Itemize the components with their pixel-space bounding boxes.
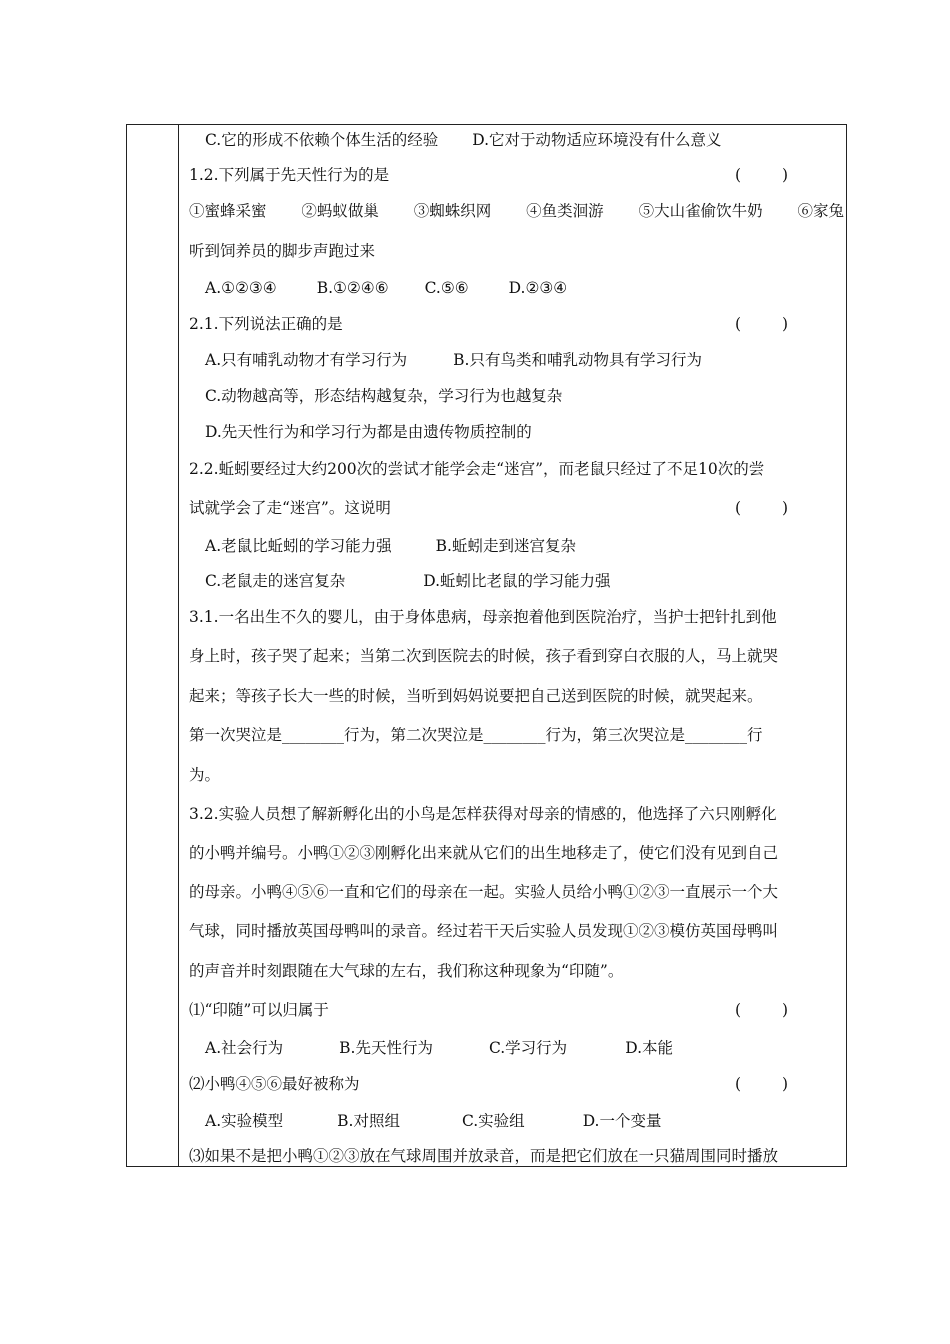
- q1-2-options: [189, 278, 844, 298]
- item: ②蚂蚁做巢: [301, 202, 379, 220]
- answer-paren: ( ): [734, 1075, 806, 1093]
- option-d: D.本能: [625, 1039, 674, 1057]
- q3-2-sub1-stem: ⑴“印随”可以归属于 ( ): [189, 1001, 806, 1019]
- q3-2-line5: 的声音并时刻跟随在大气球的左右，我们称这种现象为“印随”。: [189, 962, 624, 980]
- q3-2-line2: 的小鸭并编号。小鸭①②③刚孵化出来就从它们的出生地移走了，使它们没有见到自己: [189, 844, 779, 862]
- q1-2-items-cont: 听到饲养员的脚步声跑过来: [189, 242, 376, 260]
- option-d: D.它对于动物适应环境没有什么意义: [472, 131, 722, 149]
- q3-2-sub1-options: [189, 1038, 844, 1058]
- option-d: D.蚯蚓比老鼠的学习能力强: [423, 572, 611, 590]
- q3-2-line1: 3.2.实验人员想了解新孵化出的小鸟是怎样获得对母亲的情感的，他选择了六只刚孵化: [189, 805, 777, 823]
- option-b: B.先天性行为: [339, 1039, 433, 1057]
- q3-2-line4: 气球，同时播放英国母鸭叫的录音。经过若干天后实验人员发现①②③模仿英国母鸭叫: [189, 922, 779, 940]
- column-divider: [178, 125, 179, 1166]
- option-b: B.只有鸟类和哺乳动物具有学习行为: [453, 351, 702, 369]
- option-c: C.学习行为: [488, 1039, 568, 1057]
- item: ③蜘蛛织网: [413, 202, 492, 220]
- option-c: C.实验组: [461, 1112, 525, 1130]
- option-a: A.①②③④: [205, 279, 277, 297]
- option-b: B.蚯蚓走到迷宫复杂: [435, 537, 576, 555]
- q2-1-options-ab: [189, 350, 844, 370]
- q3-2-sub2-stem: ⑵小鸭④⑤⑥最好被称为 ( ): [189, 1075, 806, 1093]
- q3-1-line1: 3.1.一名出生不久的婴儿，由于身体患病，母亲抱着他到医院治疗，当护士把针扎到他: [189, 608, 777, 626]
- q2-2-stem-line1: 2.2.蚯蚓要经过大约200次的尝试才能学会走“迷宫”，而老鼠只经过了不足10次的尝: [189, 460, 765, 478]
- option-a: A.实验模型: [205, 1112, 284, 1130]
- q2-2-options-ab: [189, 536, 844, 556]
- q3-1-line4: 第一次哭泣是________行为，第二次哭泣是________行为，第三次哭泣是________行: [189, 726, 763, 744]
- option-c: C.它的形成不依赖个体生活的经验: [205, 131, 439, 149]
- option-c: C.⑤⑥: [424, 279, 469, 297]
- option-b: B.对照组: [337, 1112, 400, 1130]
- option-b: B.①②④⑥: [316, 279, 389, 297]
- option-a: A.只有哺乳动物才有学习行为: [205, 351, 408, 369]
- q1-2-stem: 1.2.下列属于先天性行为的是 ( ): [189, 166, 806, 184]
- q3-1-line5: 为。: [189, 766, 221, 784]
- q2-1-stem: 2.1.下列说法正确的是 ( ): [189, 315, 806, 333]
- q3-2-sub3-stem: ⑶如果不是把小鸭①②③放在气球周围并放录音，而是把它们放在一只猫周围同时播放: [189, 1147, 779, 1165]
- option-d: D.一个变量: [582, 1112, 662, 1130]
- option-a: A.老鼠比蚯蚓的学习能力强: [205, 537, 392, 555]
- option-c: C.老鼠走的迷宫复杂: [205, 572, 346, 590]
- item: ①蜜蜂采蜜: [189, 202, 267, 220]
- q1-2-items: [189, 201, 844, 221]
- worksheet-table: [126, 124, 847, 1167]
- item: ⑥家兔: [797, 202, 844, 220]
- q3-2-sub2-options: [189, 1111, 844, 1131]
- option-d: D.②③④: [508, 279, 568, 297]
- q3-1-line3: 起来；等孩子长大一些的时候，当听到妈妈说要把自己送到医院的时候，就哭起来。: [189, 687, 763, 705]
- q3-2-line3: 的母亲。小鸭④⑤⑥一直和它们的母亲在一起。实验人员给小鸭①②③一直展示一个大: [189, 883, 779, 901]
- item: ④鱼类洄游: [526, 202, 604, 220]
- q3-1-line2: 身上时，孩子哭了起来；当第二次到医院去的时候，孩子看到穿白衣服的人，马上就哭: [189, 647, 779, 665]
- q1-1-options-cd: [189, 130, 844, 150]
- option-a: A.社会行为: [205, 1039, 284, 1057]
- q2-2-stem-line2: 试就学会了走“迷宫”。这说明 ( ): [189, 499, 806, 517]
- q2-1-option-c: C.动物越高等，形态结构越复杂，学习行为也越复杂: [205, 387, 563, 405]
- answer-paren: ( ): [734, 499, 806, 517]
- q2-1-option-d: D.先天性行为和学习行为都是由遗传物质控制的: [205, 423, 532, 441]
- answer-paren: ( ): [734, 1001, 806, 1019]
- q2-2-options-cd: [189, 571, 844, 591]
- answer-paren: ( ): [734, 315, 806, 333]
- answer-paren: ( ): [734, 166, 806, 184]
- item: ⑤大山雀偷饮牛奶: [638, 202, 763, 220]
